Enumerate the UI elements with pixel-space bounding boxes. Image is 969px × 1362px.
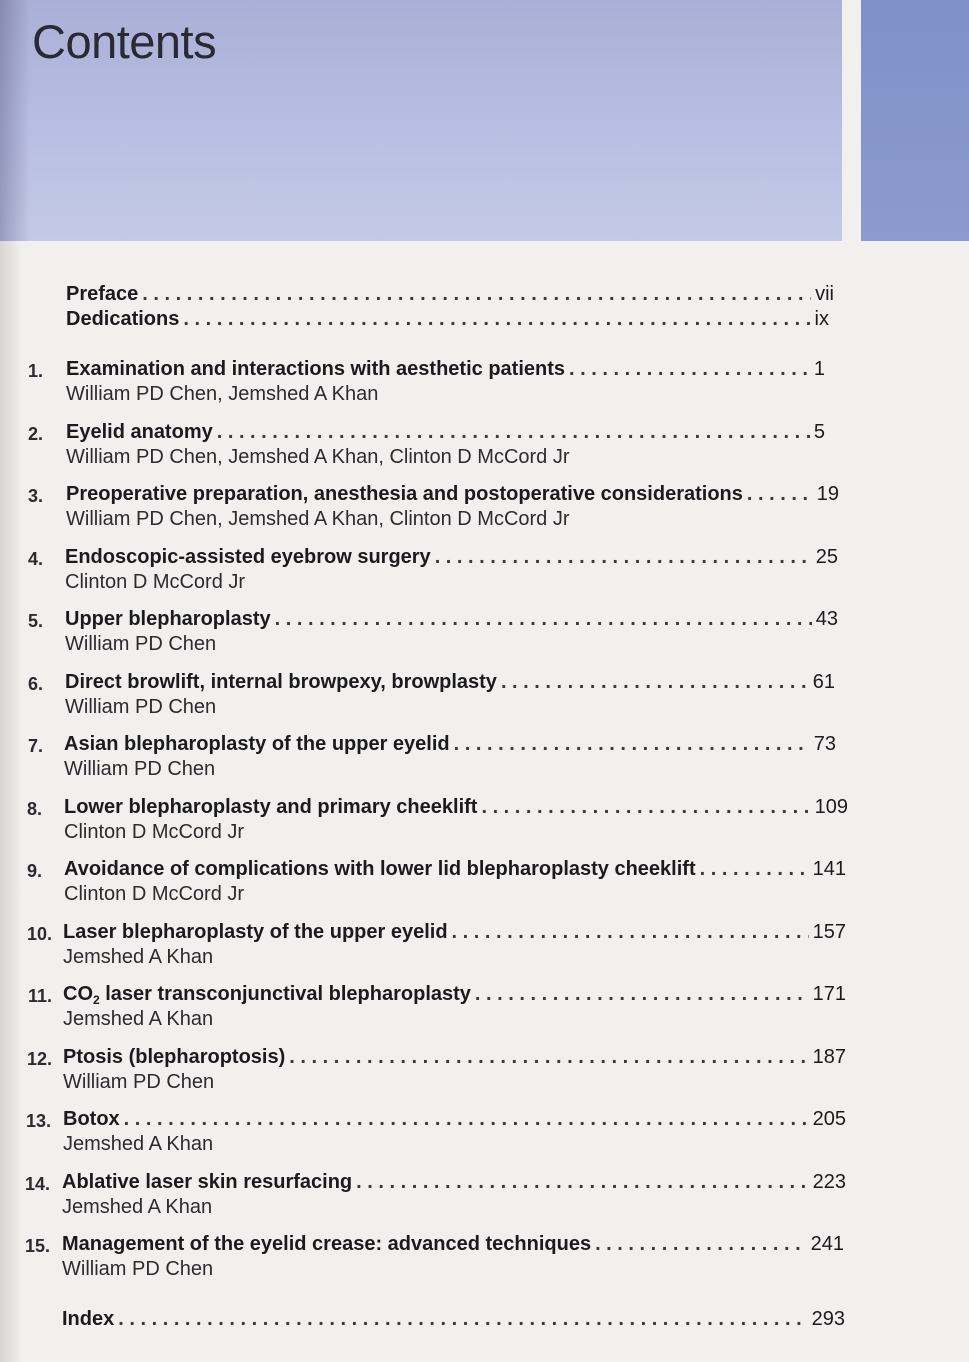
chapter-title: Upper blepharoplasty — [65, 608, 271, 630]
toc-entry-dedications[interactable] — [66, 308, 829, 331]
dot-leader — [481, 796, 810, 819]
dot-leader — [454, 733, 810, 756]
chapter-title: Avoidance of complications with lower lid blepharoplasty cheeklift — [64, 858, 696, 880]
chapter-authors: William PD Chen, Jemshed A Khan — [66, 383, 379, 405]
chapter-title: Ablative laser skin resurfacing — [62, 1171, 353, 1193]
dot-leader — [356, 1171, 808, 1194]
chapter-number: 3. — [27, 486, 43, 506]
chapter-page: 109 — [814, 796, 848, 818]
chapter-page: 61 — [812, 671, 835, 693]
chapter-authors: Jemshed A Khan — [63, 946, 214, 968]
chapter-page: 1 — [813, 358, 825, 380]
chapter-title: Lower blepharoplasty and primary cheeklift — [64, 796, 478, 818]
chapter-number: 4. — [27, 549, 43, 569]
dot-leader — [124, 1108, 809, 1131]
chapter-number: 12. — [26, 1049, 52, 1069]
chapter-title: Laser blepharoplasty of the upper eyelid — [63, 921, 448, 943]
chapter-title: Management of the eyelid crease: advanced techniques — [62, 1233, 592, 1255]
chapter-title: Ptosis (blepharoptosis) — [63, 1046, 286, 1068]
chapter-page: 205 — [812, 1108, 846, 1130]
dot-leader — [595, 1233, 807, 1256]
toc-entry-page: vii — [815, 283, 834, 305]
page-title: Contents — [32, 15, 217, 68]
chapter-page: 187 — [812, 1046, 846, 1068]
chapter-number: 10. — [26, 924, 52, 944]
dot-leader — [569, 358, 810, 381]
dot-leader — [289, 1046, 808, 1069]
chapter-authors: William PD Chen, Jemshed A Khan, Clinton D McCord Jr — [66, 446, 570, 468]
toc-entry-preface[interactable] — [66, 283, 834, 306]
chapter-title: Asian blepharoplasty of the upper eyelid — [64, 733, 450, 755]
chapter-authors: William PD Chen — [65, 696, 217, 718]
chapter-page: 73 — [813, 733, 836, 755]
chapter-authors: Clinton D McCord Jr — [65, 571, 246, 593]
toc-entry-page: 293 — [811, 1308, 845, 1330]
chapter-title: Botox — [63, 1108, 120, 1130]
toc-entry-title: Preface — [66, 283, 139, 305]
toc-entry-title: Index — [62, 1308, 115, 1330]
chapter-page: 223 — [812, 1171, 846, 1193]
chapter-title: Examination and interactions with aesthetic patients — [66, 358, 565, 380]
dot-leader — [435, 546, 812, 569]
chapter-number: 1. — [27, 361, 43, 381]
dot-leader — [142, 283, 811, 306]
chapter-number: 9. — [26, 861, 42, 881]
chapter-number: 8. — [26, 799, 42, 819]
chapter-authors: Jemshed A Khan — [63, 1008, 214, 1030]
dot-leader — [452, 921, 809, 944]
dot-leader — [475, 983, 809, 1006]
dot-leader — [501, 671, 809, 694]
chapter-page: 25 — [815, 546, 838, 568]
chapter-authors: Jemshed A Khan — [62, 1196, 213, 1218]
chapter-number: 5. — [27, 611, 43, 631]
chapter-title: Direct browlift, internal browpexy, browplasty — [65, 671, 497, 693]
chapter-number: 6. — [27, 674, 43, 694]
chapter-number: 2. — [27, 424, 43, 444]
dot-leader — [217, 421, 810, 444]
dot-leader — [118, 1308, 807, 1331]
chapter-number: 15. — [24, 1236, 50, 1256]
chapter-authors: William PD Chen, Jemshed A Khan, Clinton D McCord Jr — [66, 508, 570, 530]
chapter-page: 43 — [815, 608, 838, 630]
dot-leader — [700, 858, 809, 881]
toc-entry-title: Dedications — [66, 308, 180, 330]
toc-entry-page: ix — [814, 308, 829, 330]
chapter-authors: Clinton D McCord Jr — [64, 883, 245, 905]
chapter-title: $CO_2$ laser transconjunctival blepharoplasty — [63, 983, 471, 1007]
chapter-authors: William PD Chen — [64, 758, 216, 780]
chapter-number: 13. — [25, 1111, 51, 1131]
chapter-authors: William PD Chen — [65, 633, 217, 655]
chapter-authors: Clinton D McCord Jr — [64, 821, 245, 843]
chapter-page: 19 — [816, 483, 839, 505]
dot-leader — [275, 608, 812, 631]
toc-entry-index[interactable] — [62, 1308, 845, 1331]
chapter-number: 11. — [27, 986, 52, 1006]
dot-leader — [747, 483, 813, 506]
dot-leader — [183, 308, 810, 331]
chapter-title: Eyelid anatomy — [66, 421, 213, 443]
chapter-page: 157 — [812, 921, 846, 943]
chapter-authors: William PD Chen — [63, 1071, 215, 1093]
chapter-page: 141 — [812, 858, 846, 880]
chapter-authors: Jemshed A Khan — [63, 1133, 214, 1155]
chapter-title: Endoscopic-assisted eyebrow surgery — [65, 546, 431, 568]
chapter-number: 7. — [27, 736, 43, 756]
chapter-number: 14. — [24, 1174, 50, 1194]
chapter-page: 241 — [810, 1233, 844, 1255]
chapter-authors: William PD Chen — [62, 1258, 214, 1280]
chapter-title: Preoperative preparation, anesthesia and postoperative considerations — [66, 483, 743, 505]
chapter-page: 171 — [812, 983, 846, 1005]
chapter-page: 5 — [813, 421, 825, 443]
